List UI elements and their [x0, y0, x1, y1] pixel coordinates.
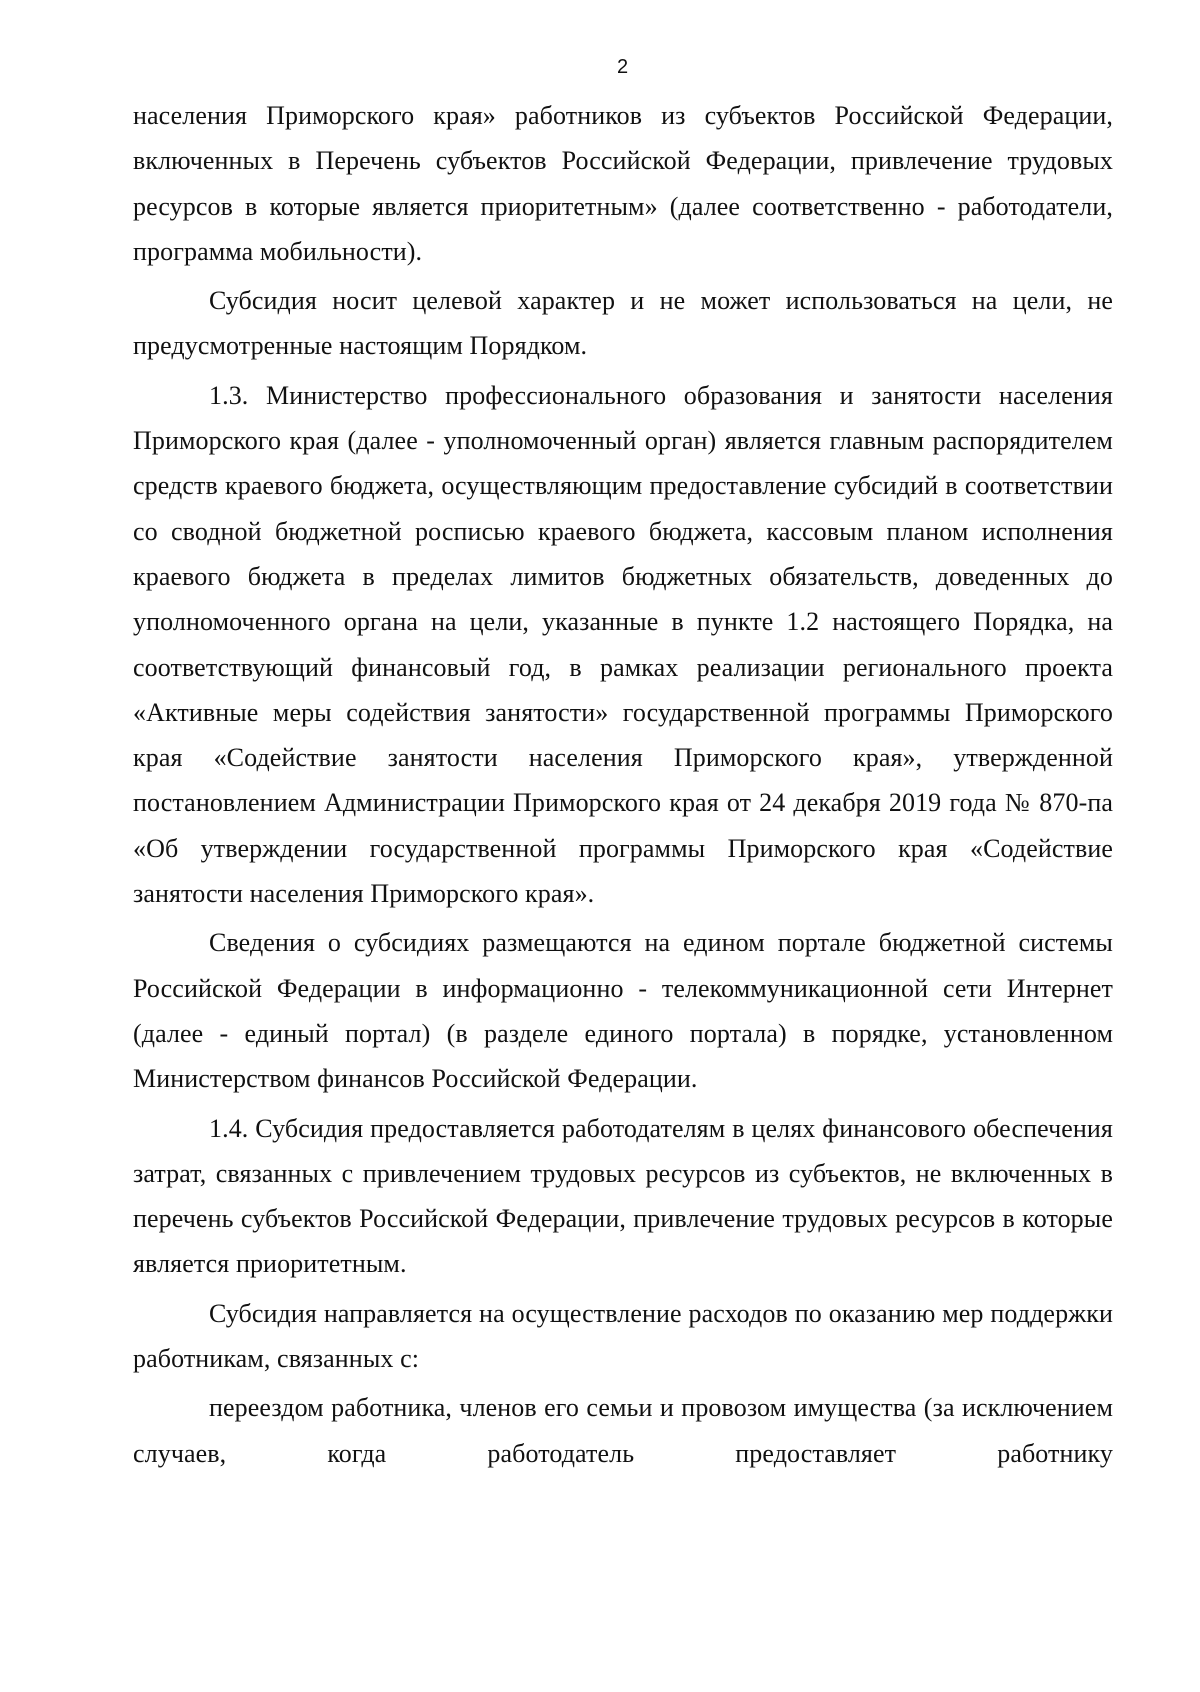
paragraph-1-4: 1.4. Субсидия предоставляется работодателям в целях финансового обеспечения затрат, связанных с привлечением трудовых ресурсов из субъектов, не включенных в перечень субъектов Российской Федерации, привлечение трудовых ресурсов в которые является приоритетным. — [133, 1113, 1113, 1279]
paragraph-1-3: 1.3. Министерство профессионального образования и занятости населения Приморского края (далее - уполномоченный орган) является главным распорядителем средств краевого бюджета, осуществляющим предоставление субсидий в соответствии со сводной бюджетной росписью краевого бюджета, кассовым планом исполнения краевого бюджета в пределах лимитов бюджетных обязательств, доведенных до уполномоченного органа на цели, указанные в пункте 1.2 настоящего Порядка, на соответствующий финансовый год, в рамках реализации регионального проекта «Активные меры содействия занятости» государственной программы Приморского края «Содействие занятости населения Приморского края», утвержденной постановлением Администрации Приморского края от 24 декабря 2019 года № 870-па «Об утверждении государственной программы Приморского края «Содействие занятости населения Приморского края». — [133, 380, 1113, 909]
paragraph-subsidy-purpose: Субсидия носит целевой характер и не может использоваться на цели, не предусмотренные настоящим Порядком. — [133, 286, 1113, 361]
paragraph-subsidy-direction: Субсидия направляется на осуществление расходов по оказанию мер поддержки работникам, связанных с: — [133, 1298, 1113, 1374]
paragraph-continuation: населения Приморского края» работников из субъектов Российской Федерации, включенных в Перечень субъектов Российской Федерации, привлечение трудовых ресурсов в которые является приоритетным» (далее соответственно - работодатели, программа мобильности). — [133, 101, 1113, 266]
paragraph-subsidy-info: Сведения о субсидиях размещаются на едином портале бюджетной системы Российской Федерации в информационно - телекоммуникационной сети Интернет (далее - единый портал) (в разделе единого портала) в порядке, установленном Министерством финансов Российской Федерации. — [133, 928, 1113, 1094]
page-number: 2 — [616, 56, 629, 78]
paragraph-relocation: переездом работника, членов его семьи и провозом имущества (за исключением случаев, когда работодатель предоставляет работнику — [133, 1393, 1113, 1468]
document-body — [133, 93, 1113, 1480]
